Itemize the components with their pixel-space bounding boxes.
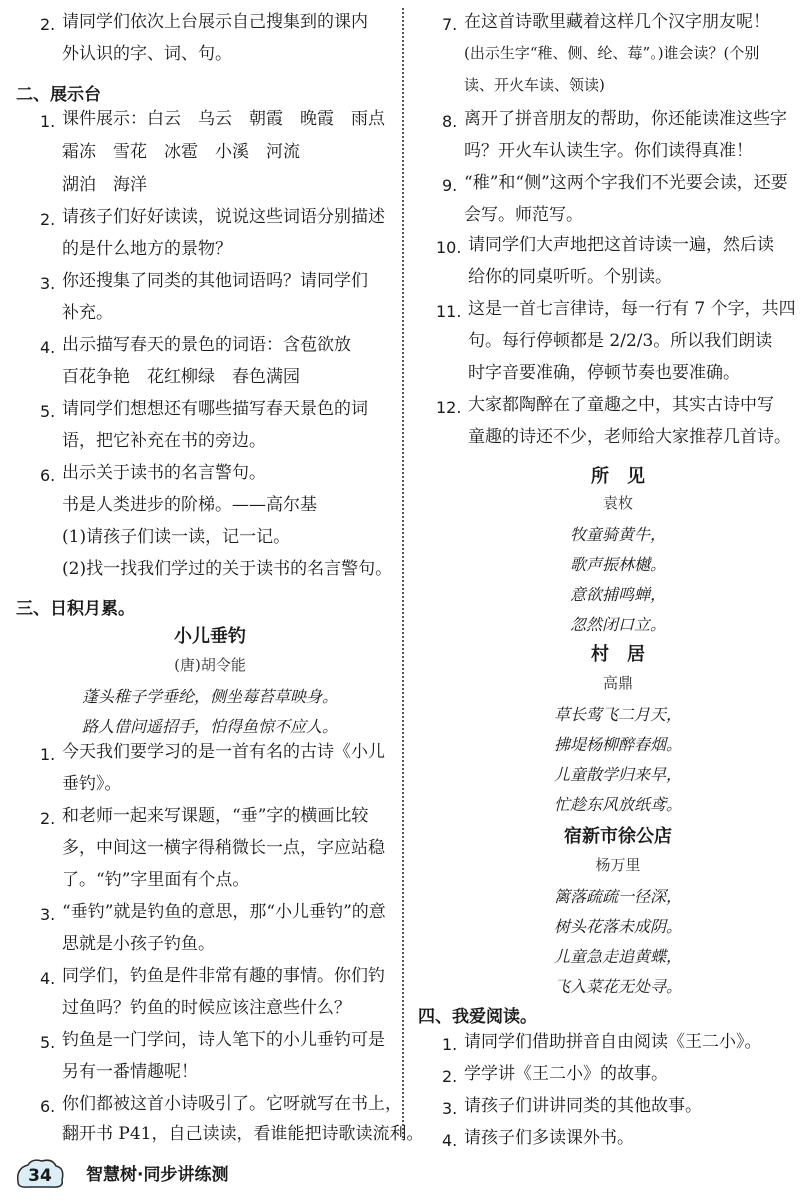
- item-text-line: 语，把它补充在书的旁边。: [62, 431, 266, 451]
- item-number: 3.: [40, 905, 56, 924]
- item-text-line: 和老师一起来写课题，“垂”字的横画比较: [62, 806, 369, 826]
- poem-author: 袁枚: [602, 494, 633, 512]
- item-text-line: 这是一首七言律诗，每一行有 7 个字，共四: [468, 299, 796, 319]
- item-number: 1.: [40, 745, 56, 764]
- item-text-line: 请孩子们好好读读，说说这些词语分别描述: [62, 207, 385, 227]
- page-number-badge: [14, 1156, 66, 1190]
- item-number: 11.: [436, 302, 462, 321]
- poem-title: 宿新市徐公店: [564, 826, 672, 847]
- item-text-line: “垂钓”就是钓鱼的意思，那“小儿垂钓”的意: [62, 902, 386, 922]
- item-number: 10.: [436, 238, 462, 257]
- item-text-line: 请孩子们讲讲同类的其他故事。: [464, 1096, 702, 1116]
- item-number: 9.: [442, 176, 458, 195]
- item-number: 1.: [40, 112, 56, 131]
- item-text-line: 你还搜集了同类的其他词语吗？请同学们: [62, 271, 368, 291]
- section-heading: 二、展示台: [16, 85, 101, 105]
- item-text-line: 请孩子们多读课外书。: [464, 1128, 634, 1148]
- item-text-line: 的是什么地方的景物？: [62, 239, 232, 259]
- item-text-line: 另有一番情趣呢！: [62, 1062, 198, 1082]
- item-text-line: 霜冻 雪花 冰雹 小溪 河流: [62, 142, 300, 162]
- poem-author: (唐)胡令能: [174, 656, 246, 674]
- item-text-line: 请同学们大声地把这首诗读一遍，然后读: [468, 235, 774, 255]
- poem-line: 树头花落未成阴。: [553, 917, 682, 936]
- poem-line: 牧童骑黄牛，: [569, 525, 666, 544]
- section-heading: 四、我爱阅读。: [418, 1007, 537, 1027]
- item-text-line: (出示生字“稚、侧、纶、莓”。)谁会读？(个别: [464, 44, 760, 62]
- item-text-line: “稚”和“侧”这两个字我们不光要会读，还要: [464, 173, 788, 193]
- item-number: 7.: [442, 15, 458, 34]
- item-text-line: 了。“钓”字里面有个点。: [62, 870, 250, 890]
- poem-line: 歌声振林樾。: [569, 555, 666, 574]
- item-text-line: 句。每行停顿都是 2/2/3。所以我们朗读: [468, 331, 773, 351]
- poem-title: 村 居: [591, 644, 645, 665]
- poem-line: 篱落疏疏一径深，: [553, 887, 682, 906]
- item-text-line: (2)找一找我们学过的关于读书的名言警句。: [62, 559, 393, 579]
- item-number: 8.: [442, 112, 458, 131]
- item-text-line: 会写。师范写。: [464, 205, 583, 225]
- item-text-line: 外认识的字、词、句。: [62, 44, 232, 64]
- item-number: 3.: [40, 274, 56, 293]
- item-text-line: 出示描写春天的景色的词语：含苞欲放: [62, 335, 351, 355]
- item-number: 2.: [40, 809, 56, 828]
- item-text-line: 吗？开火车认读生字。你们读得真准！: [464, 141, 753, 161]
- poem-line: 草长莺飞二月天，: [553, 705, 682, 724]
- item-text-line: 多，中间这一横字得稍微长一点，字应站稳: [62, 838, 385, 858]
- item-number: 6.: [40, 1097, 56, 1116]
- item-text-line: 出示关于读书的名言警句。: [62, 463, 266, 483]
- item-text-line: 给你的同桌听听。个别读。: [468, 267, 672, 287]
- item-text-line: 思就是小孩子钓鱼。: [62, 934, 215, 954]
- item-number: 2.: [442, 1067, 458, 1086]
- column-divider: [402, 8, 404, 1138]
- item-text-line: (1)请孩子们读一读，记一记。: [62, 527, 291, 547]
- poem-line: 飞入菜花无处寻。: [553, 977, 682, 996]
- poem-author: 高鼎: [602, 674, 633, 692]
- poem-line: 忽然闭口立。: [569, 615, 666, 634]
- item-number: 5.: [40, 1033, 56, 1052]
- brand-title: 智慧树·同步讲练测: [86, 1165, 229, 1185]
- poem-title: 小儿垂钓: [174, 626, 246, 647]
- item-text-line: 翻开书 P41，自己读读，看谁能把诗歌读流利。: [62, 1124, 424, 1144]
- item-text-line: 请同学们借助拼音自由阅读《王二小》。: [464, 1032, 762, 1052]
- item-text-line: 课件展示：白云 乌云 朝霞 晚霞 雨点: [62, 109, 385, 129]
- poem-line: 儿童散学归来早，: [553, 765, 682, 784]
- item-text-line: 百花争艳 花红柳绿 春色满园: [62, 367, 300, 387]
- poem-line: 意欲捕鸣蝉，: [569, 585, 666, 604]
- item-text-line: 垂钓》。: [62, 774, 122, 794]
- item-text-line: 时字音要准确，停顿节奏也要准确。: [468, 363, 740, 383]
- item-number: 4.: [40, 969, 56, 988]
- item-number: 4.: [442, 1131, 458, 1150]
- poem-line: 路人借问遥招手，怕得鱼惊不应人。: [81, 717, 338, 736]
- item-number: 6.: [40, 466, 56, 485]
- item-text-line: 学学讲《王二小》的故事。: [464, 1064, 668, 1084]
- item-text-line: 湖泊 海洋: [62, 175, 147, 195]
- item-number: 2.: [40, 15, 56, 34]
- section-heading: 三、日积月累。: [16, 599, 135, 619]
- quote-line: 书是人类进步的阶梯。——高尔基: [62, 495, 317, 515]
- item-text-line: 钓鱼是一门学问，诗人笔下的小儿垂钓可是: [62, 1030, 385, 1050]
- item-text-line: 过鱼吗？钓鱼的时候应该注意些什么？: [62, 998, 351, 1018]
- item-text-line: 读、开火车读、领读): [464, 76, 605, 94]
- item-number: 2.: [40, 210, 56, 229]
- item-number: 1.: [442, 1035, 458, 1054]
- poem-line: 忙趁东风放纸鸢。: [553, 795, 682, 814]
- poem-line: 拂堤杨柳醉春烟。: [553, 735, 682, 754]
- item-number: 12.: [436, 398, 462, 417]
- poem-line: 蓬头稚子学垂纶，侧坐莓苔草映身。: [81, 687, 338, 706]
- item-text-line: 你们都被这首小诗吸引了。它呀就写在书上，: [62, 1094, 402, 1114]
- item-text-line: 补充。: [62, 303, 113, 323]
- poem-title: 所 见: [591, 466, 645, 487]
- item-text-line: 童趣的诗还不少，老师给大家推荐几首诗。: [468, 427, 791, 447]
- poem-line: 儿童急走追黄蝶，: [553, 947, 682, 966]
- item-text-line: 今天我们要学习的是一首有名的古诗《小儿: [62, 742, 385, 762]
- item-text-line: 请同学们依次上台展示自己搜集到的课内: [62, 12, 368, 32]
- item-text-line: 大家都陶醉在了童趣之中，其实古诗中写: [468, 395, 774, 415]
- item-number: 3.: [442, 1099, 458, 1118]
- item-text-line: 同学们，钓鱼是件非常有趣的事情。你们钓: [62, 966, 385, 986]
- item-text-line: 离开了拼音朋友的帮助，你还能读准这些字: [464, 109, 787, 129]
- poem-author: 杨万里: [595, 856, 641, 874]
- page-number: 34: [28, 1166, 52, 1186]
- item-number: 5.: [40, 402, 56, 421]
- item-number: 4.: [40, 338, 56, 357]
- item-text-line: 请同学们想想还有哪些描写春天景色的词: [62, 399, 368, 419]
- item-text-line: 在这首诗歌里藏着这样几个汉字朋友呢！: [464, 12, 770, 32]
